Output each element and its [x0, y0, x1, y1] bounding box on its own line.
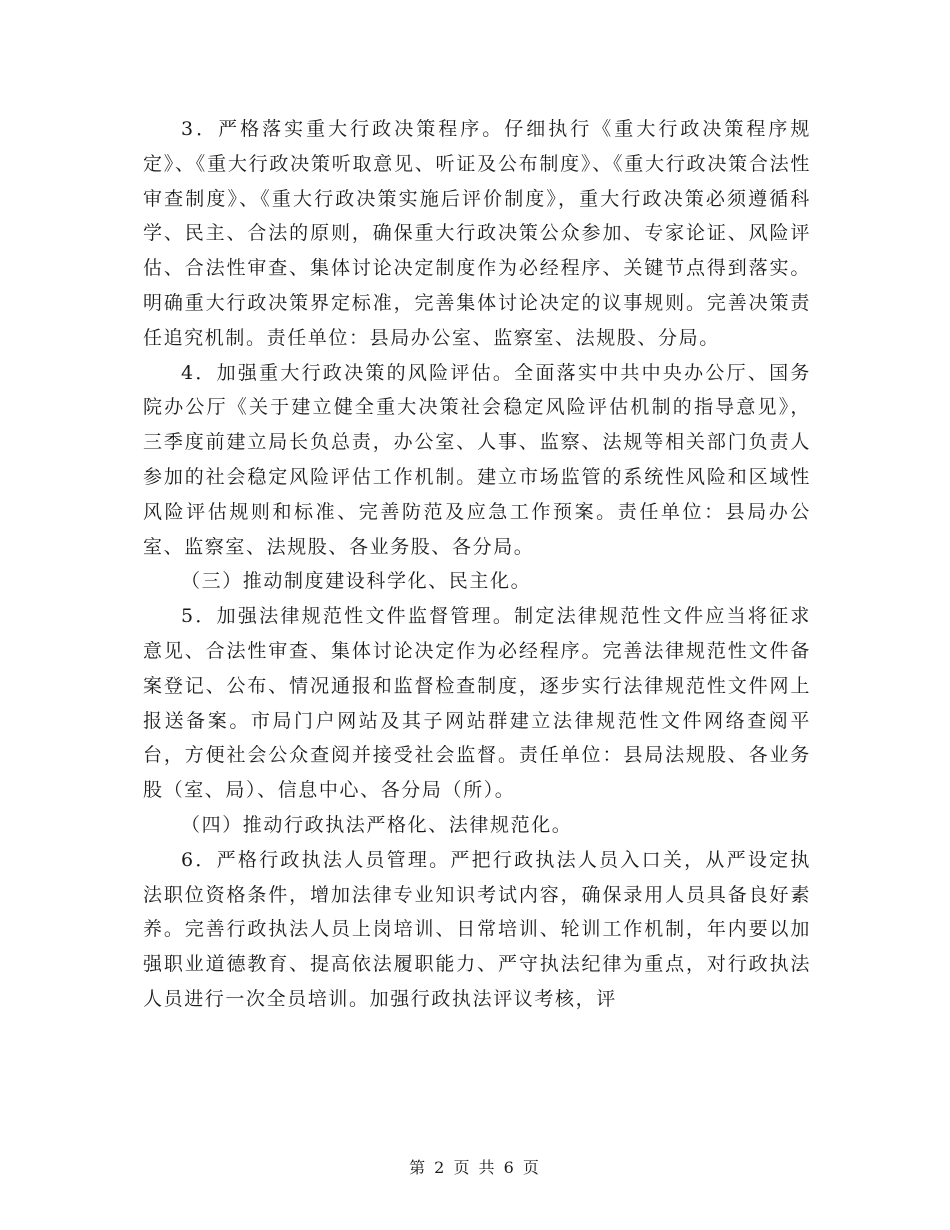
paragraph-item-3: 3．严格落实重大行政决策程序。仔细执行《重大行政决策程序规定》、《重大行政决策听取意见、听证及公布制度》、《重大行政决策合法性审查制度》、《重大行政决策实施后评价制度》，重大行政决策必须遵循科学、民主、合法的原则，确保重大行政决策公众参加、专家论证、风险评估、合法性审查、集体讨论决定制度作为必经程序、关键节点得到落实。明确重大行政决策界定标准，完善集体讨论决定的议事规则。完善决策责任追究机制。责任单位：县局办公室、监察室、法规股、分局。	[143, 118, 811, 349]
paragraph-item-5: 5．加强法律规范性文件监督管理。制定法律规范性文件应当将征求意见、合法性审查、集体讨论决定作为必经程序。完善法律规范性文件备案登记、公布、情况通报和监督检查制度，逐步实行法律规范性文件网上报送备案。市局门户网站及其子网站群建立法律规范性文件网络查阅平台，方便社会公众查阅并接受社会监督。责任单位：县局法规股、各业务股（室、局）、信息中心、各分局（所）。	[143, 605, 811, 802]
paragraph-item-6: 6．严格行政执法人员管理。严把行政执法人员入口关，从严设定执法职位资格条件，增加法律专业知识考试内容，确保录用人员具备良好素养。完善行政执法人员上岗培训、日常培训、轮训工作机制，年内要以加强职业道德教育、提高依法履职能力、严守执法纪律为重点，对行政执法人员进行一次全员培训。加强行政执法评议考核，评	[143, 848, 811, 1010]
section-heading-3: （三）推动制度建设科学化、民主化。	[181, 570, 532, 593]
page-number-footer: 第 2 页 共 6 页	[409, 1158, 541, 1177]
paragraph-item-4: 4．加强重大行政决策的风险评估。全面落实中共中央办公厅、国务院办公厅《关于建立健全重大决策社会稳定风险评估机制的指导意见》，三季度前建立局长负总责，办公室、人事、监察、法规等相关部门负责人参加的社会稳定风险评估工作机制。建立市场监管的系统性风险和区域性风险评估规则和标准、完善防范及应急工作预案。责任单位：县局办公室、监察室、法规股、各业务股、各分局。	[143, 361, 811, 558]
section-heading-4: （四）推动行政执法严格化、法律规范化。	[181, 813, 573, 836]
document-body	[143, 112, 811, 1017]
